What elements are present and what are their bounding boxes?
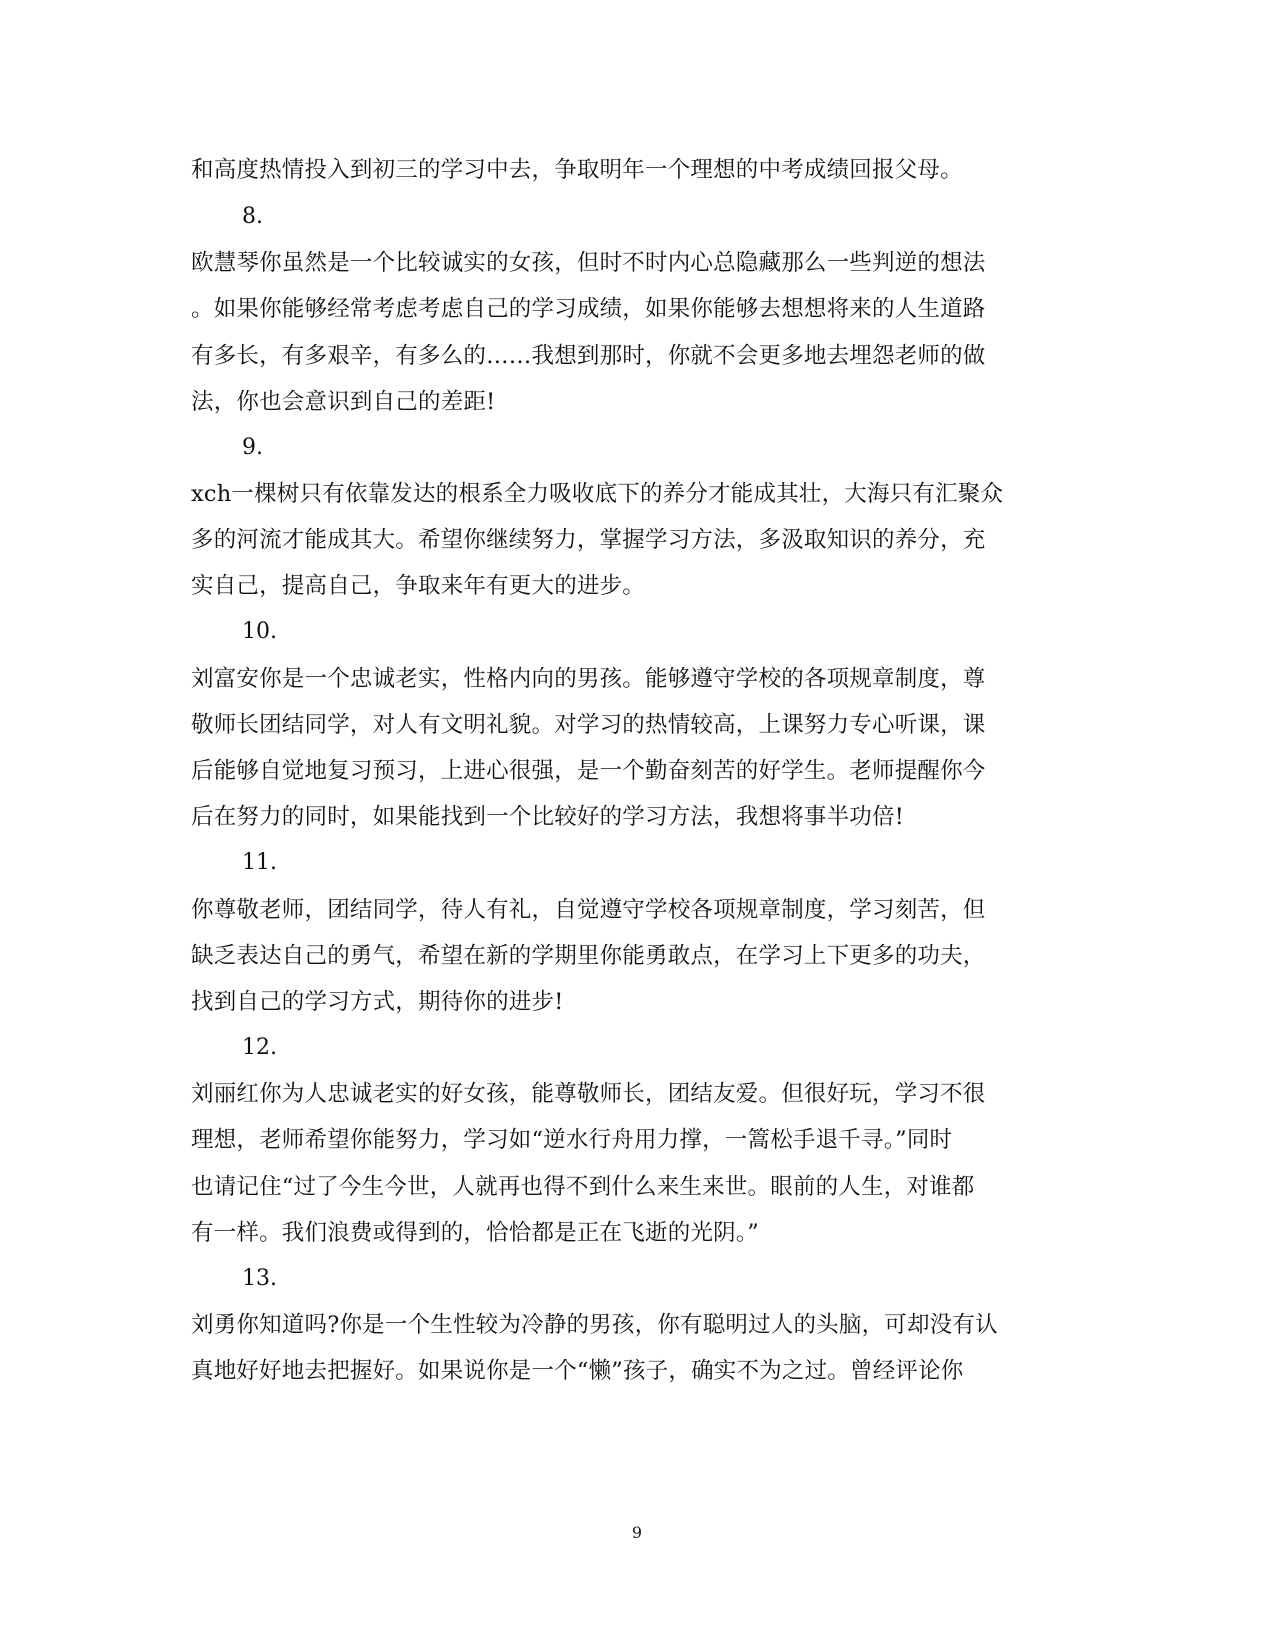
- body-text-line: 理想，老师希望你能努力，学习如“逆水行舟用力撑，一篙松手退千寻。”同时: [191, 1127, 953, 1153]
- body-text-line: 刘勇你知道吗?你是一个生性较为冷静的男孩，你有聪明过人的头脑，可却没有认: [191, 1312, 998, 1338]
- item-number: 10.: [242, 619, 277, 644]
- body-text-line: 法，你也会意识到自己的差距!: [191, 389, 496, 415]
- body-text-line: 也请记住“过了今生今世，人就再也得不到什么来生来世。眼前的人生，对谁都: [191, 1174, 975, 1200]
- body-text-line: 有多长，有多艰辛，有多么的……我想到那时，你就不会更多地去埋怨老师的做: [191, 343, 986, 369]
- body-text-line: 欧慧琴你虽然是一个比较诚实的女孩，但时不时内心总隐藏那么一些判逆的想法: [191, 250, 986, 276]
- body-text-line: 刘丽红你为人忠诚老实的好女孩，能尊敬师长，团结友爱。但很好玩，学习不很: [191, 1081, 986, 1107]
- page-number: 9: [631, 1523, 643, 1542]
- body-text-line: 缺乏表达自己的勇气，希望在新的学期里你能勇敢点，在学习上下更多的功夫，: [191, 943, 986, 969]
- item-number: 13.: [242, 1266, 277, 1291]
- body-text-line: 和高度热情投入到初三的学习中去，争取明年一个理想的中考成绩回报父母。: [191, 157, 963, 183]
- body-text-line: 后在努力的同时，如果能找到一个比较好的学习方法，我想将事半功倍!: [191, 804, 904, 830]
- body-text-line: 你尊敬老师，团结同学，待人有礼，自觉遵守学校各项规章制度，学习刻苦，但: [191, 897, 986, 923]
- body-text-line: 找到自己的学习方式，期待你的进步!: [191, 989, 564, 1015]
- item-number: 11.: [242, 850, 277, 875]
- body-text-line: 真地好好地去把握好。如果说你是一个“懒”孩子，确实不为之过。曾经评论你: [191, 1358, 964, 1384]
- body-text-line: xch一棵树只有依靠发达的根系全力吸收底下的养分才能成其壮，大海只有汇聚众: [191, 481, 1004, 507]
- item-number: 8.: [242, 204, 263, 229]
- body-text-line: 敬师长团结同学，对人有文明礼貌。对学习的热情较高，上课努力专心听课，课: [191, 712, 986, 738]
- body-text-line: 实自己，提高自己，争取来年有更大的进步。: [191, 573, 646, 599]
- body-text-line: 后能够自觉地复习预习，上进心很强，是一个勤奋刻苦的好学生。老师提醒你今: [191, 758, 986, 784]
- body-text-line: 刘富安你是一个忠诚老实，性格内向的男孩。能够遵守学校的各项规章制度，尊: [191, 666, 986, 692]
- item-number: 9.: [242, 435, 263, 460]
- body-text-line: 多的河流才能成其大。希望你继续努力，掌握学习方法，多汲取知识的养分，充: [191, 527, 986, 553]
- body-text-line: 。如果你能够经常考虑考虑自己的学习成绩，如果你能够去想想将来的人生道路: [191, 296, 986, 322]
- item-number: 12.: [242, 1035, 277, 1060]
- body-text-line: 有一样。我们浪费或得到的，恰恰都是正在飞逝的光阴。”: [191, 1220, 759, 1246]
